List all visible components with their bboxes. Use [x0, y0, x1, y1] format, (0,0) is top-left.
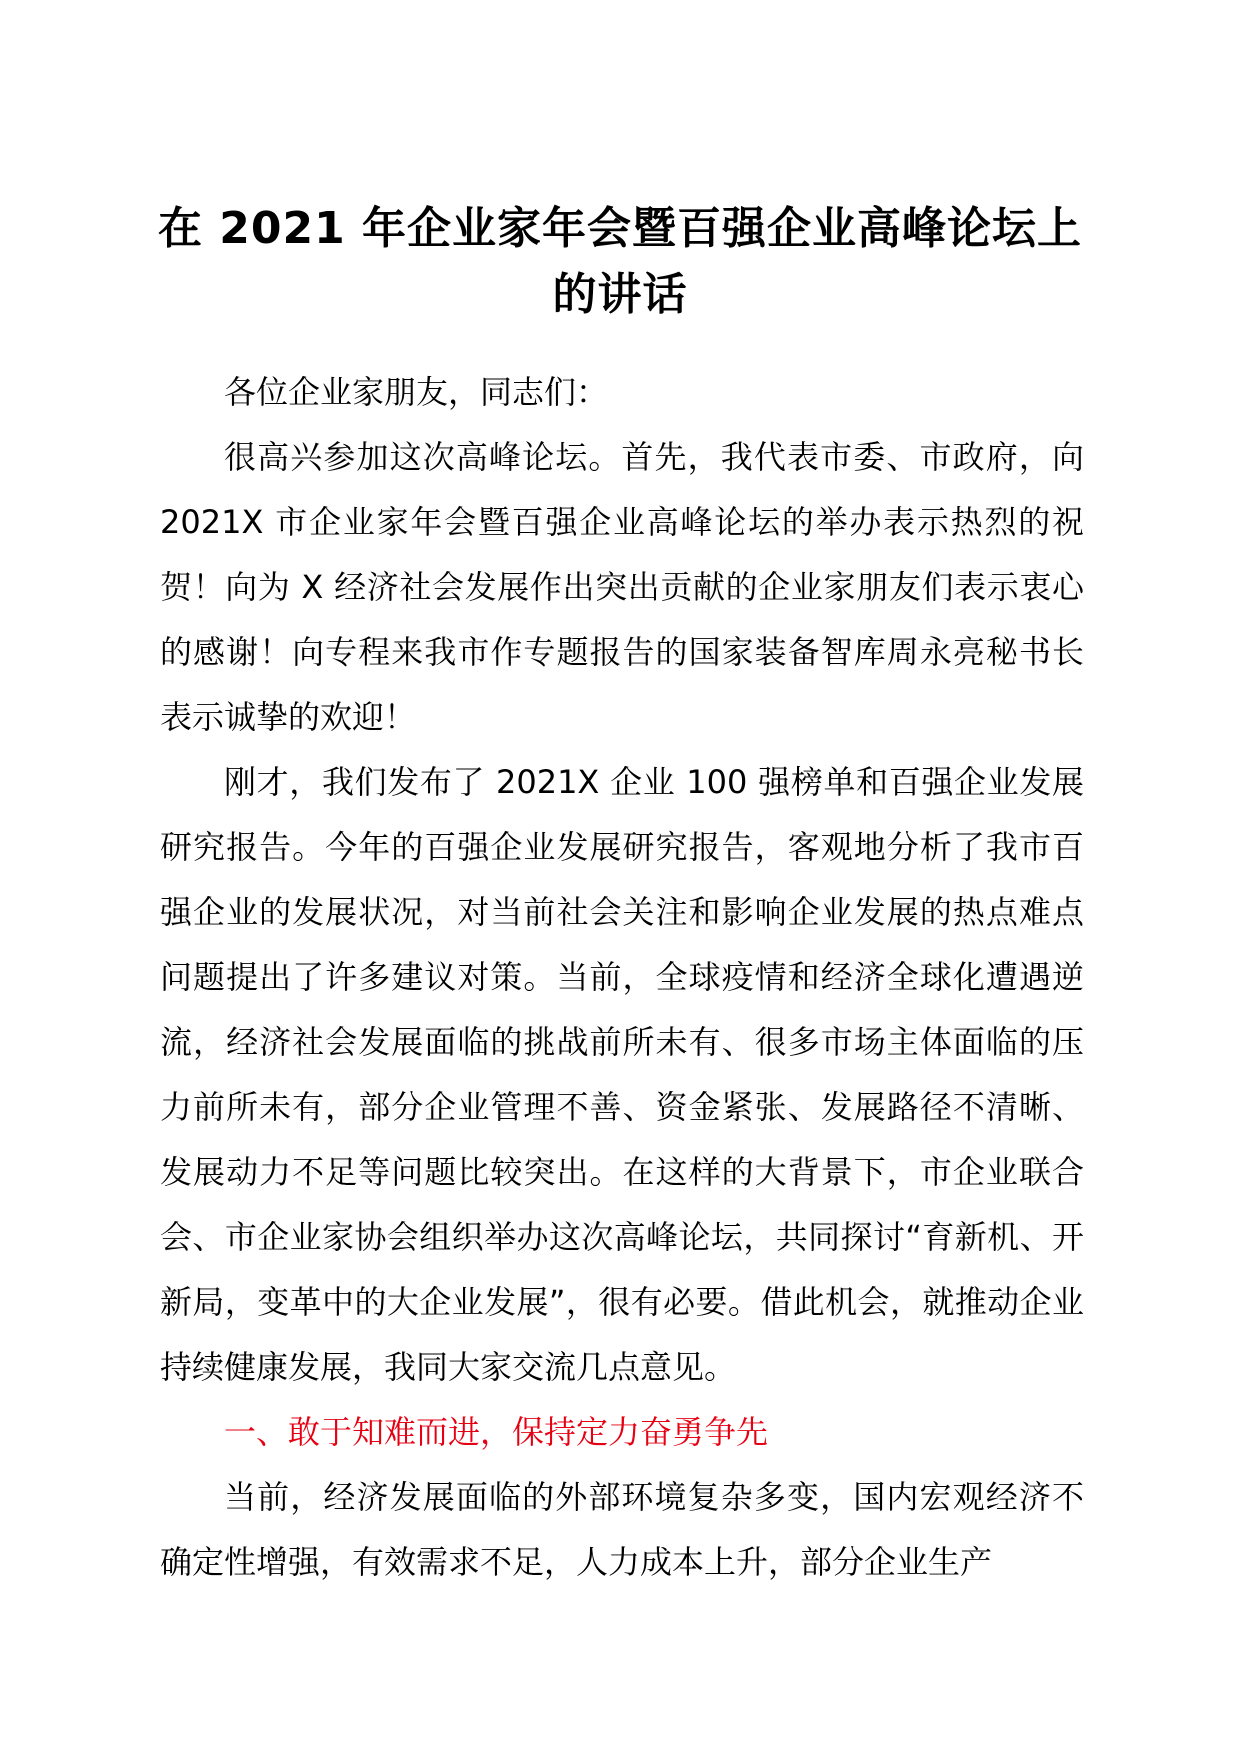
- document-title: [150, 196, 1090, 328]
- section-1-paragraph: 当前，经济发展面临的外部环境复杂多变，国内宏观经济不确定性增强，有效需求不足，人力成本上升，部分企业生产: [160, 1478, 1084, 1581]
- title-line-2: 的讲话: [552, 269, 688, 320]
- greeting: 各位企业家朋友，同志们：: [224, 373, 609, 411]
- section-heading-1: 一、敢于知难而进，保持定力奋勇争先: [224, 1413, 769, 1451]
- title-line-1: 在 2021 年企业家年会暨百强企业高峰论坛上: [157, 203, 1083, 254]
- paragraph-1: 很高兴参加这次高峰论坛。首先，我代表市委、市政府，向 2021X 市企业家年会暨百强企业高峰论坛的举办表示热烈的祝贺！向为 X 经济社会发展作出突出贡献的企业家朋友们表示衷心的感谢！向专程来我市作专题报告的国家装备智库周永亮秘书长表示诚挚的欢迎！: [160, 438, 1084, 736]
- paragraph-2: 刚才，我们发布了 2021X 企业 100 强榜单和百强企业发展研究报告。今年的百强企业发展研究报告，客观地分析了我市百强企业的发展状况，对当前社会关注和影响企业发展的热点难点问题提出了许多建议对策。当前，全球疫情和经济全球化遭遇逆流，经济社会发展面临的挑战前所未有、很多市场主体面临的压力前所未有，部分企业管理不善、资金紧张、发展路径不清晰、发展动力不足等问题比较突出。在这样的大背景下，市企业联合会、市企业家协会组织举办这次高峰论坛，共同探讨“育新机、开新局，变革中的大企业发展”，很有必要。借此机会，就推动企业持续健康发展，我同大家交流几点意见。: [160, 763, 1084, 1386]
- document-body: [160, 360, 1084, 1595]
